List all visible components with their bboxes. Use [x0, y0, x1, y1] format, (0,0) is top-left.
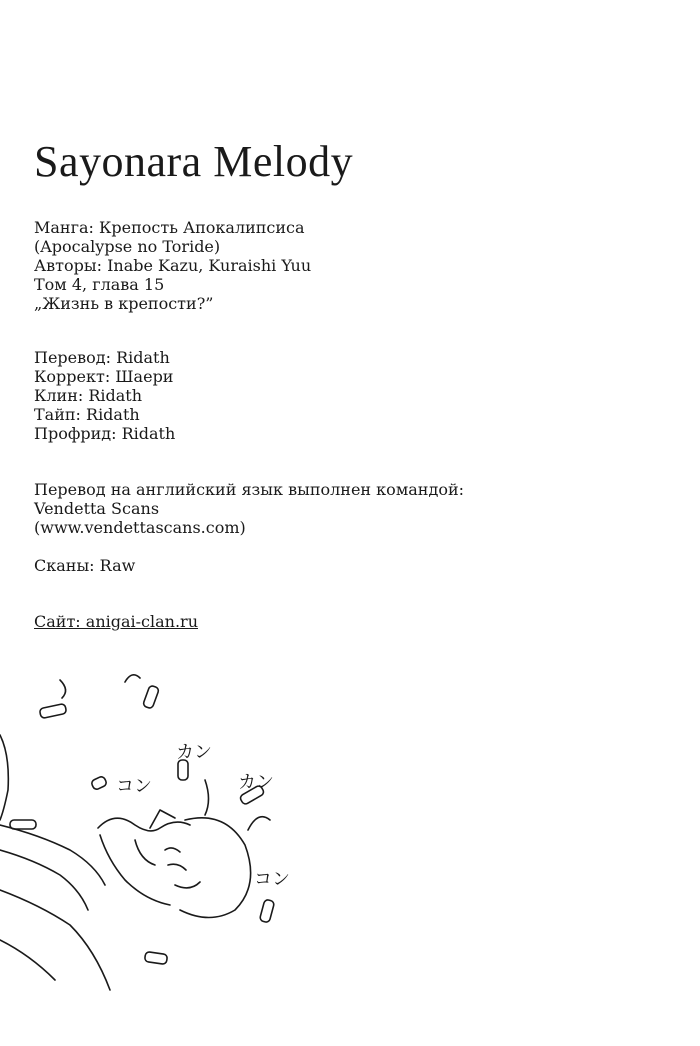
credit-proofread: Профрид: Ridath: [34, 424, 176, 443]
manga-illustration: [0, 660, 320, 1000]
authors-line: Авторы: Inabe Kazu, Kuraishi Yuu: [34, 256, 312, 275]
credit-translation: Перевод: Ridath: [34, 348, 170, 367]
page-title: Sayonara Melody: [34, 137, 354, 186]
site-link[interactable]: Сайт: anigai-clan.ru: [34, 612, 198, 631]
english-line: Перевод на английский язык выполнен командой:: [34, 480, 464, 499]
volume-line: Том 4, глава 15: [34, 275, 165, 294]
scans-line: Сканы: Raw: [34, 556, 136, 575]
manga-title-line: Манга: Крепость Апокалипсиса: [34, 218, 305, 237]
chapter-title-line: „Жизнь в крепости?”: [34, 294, 214, 313]
sfx-text-4: コン: [254, 869, 290, 890]
sfx-text-1: カン: [176, 742, 212, 763]
manga-info: [34, 218, 311, 313]
credit-clean: Клин: Ridath: [34, 386, 143, 405]
credit-typeset: Тайп: Ridath: [34, 405, 140, 424]
credits: [34, 348, 175, 443]
english-translation-info: [34, 480, 464, 537]
english-team: Vendetta Scans: [34, 499, 160, 518]
sfx-text-3: コン: [116, 776, 152, 797]
english-url: (www.vendettascans.com): [34, 518, 246, 537]
credit-correction: Коррект: Шаери: [34, 367, 174, 386]
alt-title-line: (Apocalypse no Toride): [34, 237, 221, 256]
sfx-text-2: カン: [238, 772, 274, 793]
